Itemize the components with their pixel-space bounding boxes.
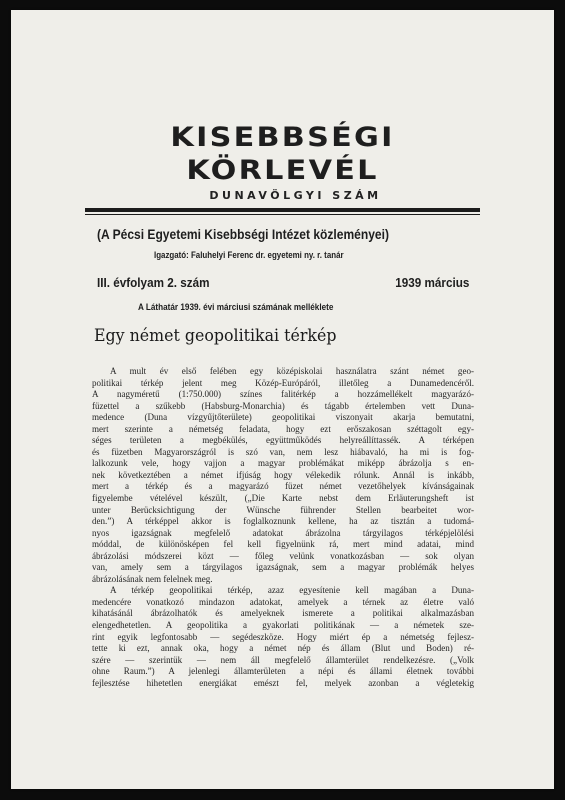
body-line: mert szerinte a németség feladata, hogy ezt erőszakosan széttagolt egy- [92,423,474,434]
body-line: nek következtében a német ifjúság hogy vélekedik rólunk. Annál is inkább, [92,469,474,480]
body-line: fejlesztése hihetetlen energiákat emészt fel, melyek azonban a végletekig [92,677,474,688]
body-line: ohne Raum.”) A jelenlegi államterületen a népi és állami életnek további [92,666,474,677]
supplement-note: A Láthatár 1939. évi márciusi számának melléklete [138,302,334,313]
body-line: móddal, de különösképen fel kell figyelnünk rá, mert mind adatai, mind [92,539,474,550]
body-line: figyelembe vételével készült, („Die Karte nebst dem Erläuterungsheft ist [92,493,474,504]
body-line: ábrázolásának nem felelnek meg. [92,573,213,584]
document-page [11,10,554,789]
body-line: kihatásánál ábrázolhatók és amelyeknek ismerete a politikai alkalmazásban [92,608,474,619]
body-line: A mult év első felében egy középiskolai használatra szánt német geo- [110,366,474,376]
masthead-subtitle: DUNAVÖLGYI SZÁM [209,189,382,202]
body-line: van, amely sem a tárgyilagos igazságnak, sem a magyar problémák helyes [92,562,474,573]
body-line: séges területen a megbékülés, együttműködés helyreállíttassék. A térképen [92,435,474,446]
body-line: den.”) A térképpel akkor is foglalkoznunk kellene, ha az tisztán a tudomá- [92,516,474,527]
body-line: medence (Duna vízgyűjtőterülete) geopolitikai viszonyait akarja bemutatni, [92,412,474,423]
body-line: medencére vonatkozó mindazon adatokat, amelyek a térnek az életre való [92,596,474,607]
body-line: füzettel a szűkebb (Habsburg-Monarchia) és tágabb értelemben vett Duna- [92,400,474,411]
body-line: unter Berücksichtigung der Wünsche führender Stellen bearbeitet wor- [92,504,474,515]
body-line: szére — szerintük — nem áll megfelelő államterület rendelkezésre. („Volk [92,654,474,665]
body-line: mert a térkép és a magyarázó füzet német vezetőhelyek kívánságainak [92,481,474,492]
publisher-line: (A Pécsi Egyetemi Kisebbségi Intézet közleményei) [97,226,389,242]
body-line: és füzetben Magyarországról is szó van, nem lesz hiábavaló, ha mi is fog- [92,446,474,457]
director-line: Igazgató: Faluhelyi Ferenc dr. egyetemi ny. r. tanár [154,250,344,260]
body-line: A térkép geopolitikai térkép, azaz egyesítenie kell magában a Duna- [110,585,474,596]
issue-volume: III. évfolyam 2. szám [97,275,210,290]
body-line: lalkozunk vele, hogy vajjon a magyar problémákat miképp ábrázolja s en- [92,458,474,469]
body-line: elengedhetetlen. A geopolitika a gyakorlati politikának — a németek sze- [92,620,474,631]
body-line: tette ki ezt, annak oka, hogy a német nép és állam (Blut und Boden) ré- [92,643,474,654]
body-line: rint egyik legfontosabb — segédeszköze. Hogy miért ép a németség fejlesz- [92,631,474,642]
article-body [92,366,474,689]
body-line: ábrázolási módszerei közt — főleg velünk vonatkozásban — sok olyan [92,550,474,561]
body-line: nyos igazságnak megfelelő adatokat ábrázolna tárgyilagos térképjelölési [92,527,474,538]
issue-date: 1939 március [394,275,469,290]
masthead-title-line2: KÖRLEVÉL [186,155,379,186]
body-line: politikai térkép jelent meg Közép-Európáról, illetőleg a Dunamedencéről. [92,377,474,388]
masthead-title-line1: KISEBBSÉGI [170,122,395,153]
masthead-divider-thin [85,214,480,215]
body-line: A nagyméretű (1:750.000) színes falitérkép a hozzámellékelt magyarázó- [92,389,474,400]
masthead-divider-thick [85,208,480,212]
article-title: Egy német geopolitikai térkép [94,326,337,346]
